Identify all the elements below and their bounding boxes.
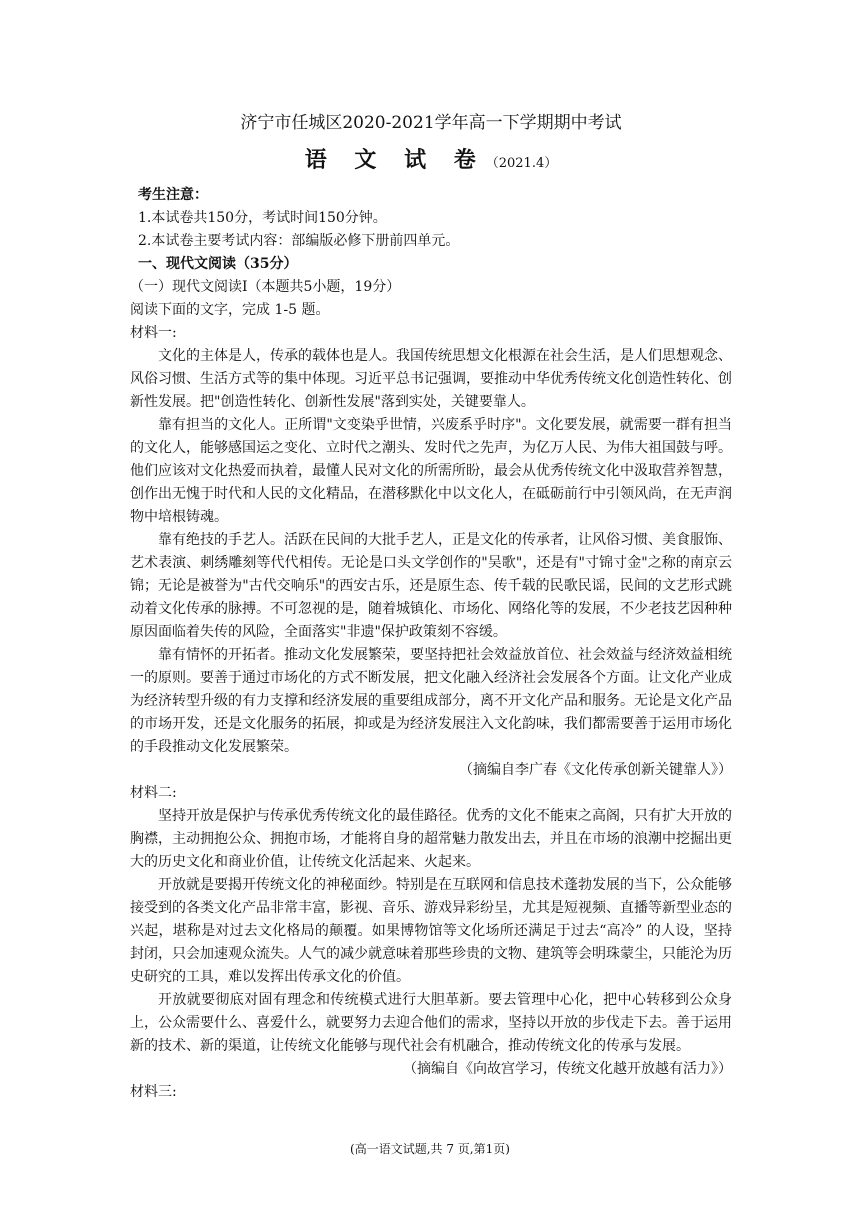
material1-source: （摘编自李广春《文化传承创新关键靠人》）: [459, 762, 732, 778]
material3-label: 材料三:: [130, 1084, 177, 1100]
instruction: 阅读下面的文字，完成 1-5 题。: [130, 302, 330, 318]
section-heading: 一、现代文阅读（35分）: [138, 256, 298, 272]
exam-title: 济宁市任城区2020-2021学年高一下学期期中考试: [240, 113, 622, 133]
material1-label: 材料一:: [130, 325, 177, 341]
subject-name: 语 文 试 卷: [304, 147, 486, 173]
material2-paragraph-2: 开放就是要揭开传统文化的神秘面纱。特别是在互联网和信息技术蓬勃发展的当下，公众能够接受到的各类文化产品非常丰富，影视、音乐、游戏异彩纷呈，尤其是短视频、直播等新型业态的兴起，堪称是对过去文化格局的颠覆。如果博物馆等文化场所还满足于过去“高冷” 的人设，坚持封闭，只会加速观众流失。人气的减少就意味着那些珍贵的文物、建筑等会明珠蒙尘，只能沦为历史研究的工具，难以发挥出传承文化的价值。: [130, 877, 732, 985]
material2-paragraph-3: 开放就要彻底对固有理念和传统模式进行大胆革新。要去管理中心化，把中心转移到公众身上，公众需要什么、喜爱什么，就要努力去迎合他们的需求，坚持以开放的步伐走下去。善于运用新的技术、新的渠道，让传统文化能够与现代社会有机融合，推动传统文化的传承与发展。: [130, 992, 732, 1054]
notice-item-1: 1.本试卷共150分，考试时间150分钟。: [138, 210, 387, 226]
subsection-heading: （一）现代文阅读Ⅰ（本题共5小题，19分）: [130, 279, 401, 295]
material2-paragraph-1: 坚持开放是保护与传承优秀传统文化的最佳路径。优秀的文化不能束之高阁，只有扩大开放的胸襟，主动拥抱公众、拥抱市场，才能将自身的超常魅力散发出去，并且在市场的浪潮中挖掘出更大的历史文化和商业价值，让传统文化活起来、火起来。: [130, 808, 732, 870]
subject-title: [130, 143, 732, 174]
page-footer: (高一语文试题,共 7 页,第1页): [350, 1142, 510, 1156]
notice-item-2: 2.本试卷主要考试内容：部编版必修下册前四单元。: [138, 233, 460, 249]
material2-label: 材料二:: [130, 785, 177, 801]
exam-date: （2021.4）: [485, 156, 558, 171]
material1-paragraph-2: 靠有担当的文化人。正所谓"文变染乎世情，兴废系乎时序"。文化要发展，就需要一群有担当的文化人，能够感国运之变化、立时代之潮头、发时代之先声，为亿万人民、为伟大祖国鼓与呼。他们应该对文化热爱而执着，最懂人民对文化的所需所盼，最会从优秀传统文化中汲取营养智慧，创作出无愧于时代和人民的文化精品，在潜移默化中以文化人，在砥砺前行中引领风尚，在无声润物中培根铸魂。: [130, 417, 732, 525]
material1-paragraph-1: 文化的主体是人，传承的载体也是人。我国传统思想文化根源在社会生活，是人们思想观念、风俗习惯、生活方式等的集中体现。习近平总书记强调，要推动中华优秀传统文化创造性转化、创新性发展。把"创造性转化、创新性发展"落到实处，关键要靠人。: [130, 348, 732, 410]
material1-paragraph-3: 靠有绝技的手艺人。活跃在民间的大批手艺人，正是文化的传承者，让风俗习惯、美食服饰、艺术表演、刺绣雕刻等代代相传。无论是口头文学创作的"吴歌"，还是有"寸锦寸金"之称的南京云锦；无论是被誉为"古代交响乐"的西安古乐，还是原生态、传千载的民歌民谣，民间的文艺形式跳动着文化传承的脉搏。不可忽视的是，随着城镇化、市场化、网络化等的发展，不少老技艺因种种原因面临着失传的风险，全面落实"非遗"保护政策刻不容缓。: [130, 532, 732, 640]
exam-page: [130, 96, 732, 1104]
material1-paragraph-4: 靠有情怀的开拓者。推动文化发展繁荣，要坚持把社会效益放首位、社会效益与经济效益相统一的原则。要善于通过市场化的方式不断发展，把文化融入经济社会发展各个方面。让文化产业成为经济转型升级的有力支撑和经济发展的重要组成部分，离不开文化产品和服务。无论是文化产品的市场开发，还是文化服务的拓展，抑或是为经济发展注入文化韵味，我们都需要善于运用市场化的手段推动文化发展繁荣。: [130, 647, 732, 755]
material2-source: （摘编自《向故宫学习，传统文化越开放越有活力》）: [403, 1061, 732, 1077]
notice-heading: 考生注意：: [138, 187, 208, 203]
